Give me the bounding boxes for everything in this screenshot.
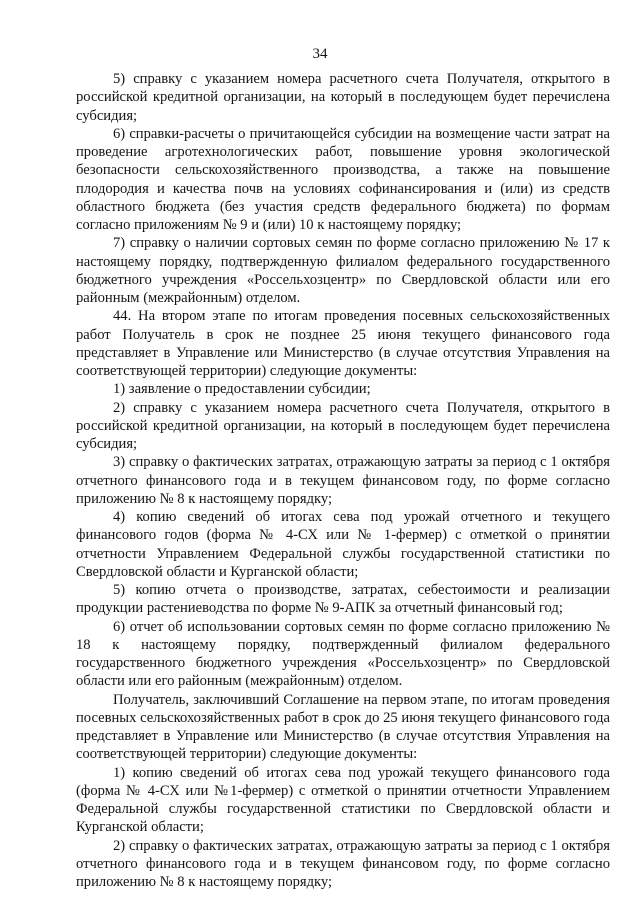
paragraph-stage2-item-1-application: 1) заявление о предоставлении субсидии;	[113, 381, 371, 398]
paragraph-stage2-item-2-bank-account: 2) справку с указанием номера расчетного счета Получателя, открытого в российской кредитной организации, на который в последующем будет перечислена субсидия;	[76, 399, 610, 452]
paragraph-section-44-second-stage: 44. На втором этапе по итогам проведения посевных сельскохозяйственных работ Получатель в срок не позднее 25 июня текущего финансового года представляет в Управление или Министерство (в случае отсутствия Управления на соответствующей территории) следующие документы:	[76, 308, 610, 379]
paragraph-stage2-item-6-seed-usage-report: 6) отчет об использовании сортовых семян по форме согласно приложению № 18 к настоящему порядку, подтвержденный филиалом федерального государственного бюджетного учреждения «Россельхозцентр» по Свердловской области или его районным (межрайонным) отделом.	[76, 618, 610, 690]
paragraph-item-5-bank-account: 5) справку с указанием номера расчетного счета Получателя, открытого в российской кредитной организации, на который в последующем будет перечислена субсидия;	[76, 71, 610, 124]
paragraph-first-stage-item-1-sowing-results: 1) копию сведений об итогах сева под урожай текущего финансового года (форма № 4-СХ или №1-фермер) с отметкой о принятии отчетности Управлением Федеральной службы государственной статистики по Свердловской области и Курганской области;	[76, 764, 610, 836]
paragraph-stage2-item-4-sowing-results: 4) копию сведений об итогах сева под урожай отчетного и текущего финансового годов (форма № 4-СХ или № 1-фермер) с отметкой о принятии отчетности Управлением Федеральной службы государственной статистики по Свердловской области и Курганской области;	[76, 509, 610, 580]
paragraph-item-6-subsidy-calculations: 6) справки-расчеты о причитающейся субсидии на возмещение части затрат на проведение агротехнологических работ, повышение уровня экологической безопасности сельскохозяйственного производства, а также на повышение плодородия и качества почв на условиях софинансирования и (или) из средств областного бюджета (без участия средств федерального бюджета) по формам согласно приложениям № 9 и (или) 10 к настоящему порядку;	[76, 125, 610, 233]
paragraph-recipient-first-stage: Получатель, заключивший Соглашение на первом этапе, по итогам проведения посевных сельскохозяйственных работ в срок до 25 июня текущего финансового года представляет в Управление или Министерство (в случае отсутствия Управления на соответствующей территории) следующие документы:	[76, 691, 610, 763]
paragraph-first-stage-item-2-actual-costs: 2) справку о фактических затратах, отражающую затраты за период с 1 октября отчетного финансового года и в текущем финансовом году, по форме согласно приложению № 8 к настоящему порядку;	[76, 837, 610, 890]
paragraph-item-7-seed-certificate: 7) справку о наличии сортовых семян по форме согласно приложению № 17 к настоящему порядку, подтвержденную филиалом федерального государственного бюджетного учреждения «Россельхозцентр» по Свердловской области или его районным (межрайонным) отделом.	[76, 235, 610, 306]
paragraph-stage2-item-3-actual-costs: 3) справку о фактических затратах, отражающую затраты за период с 1 октября отчетного финансового года и в текущем финансовом году, по форме согласно приложению № 8 к настоящему порядку;	[76, 454, 610, 507]
page-number: 34	[312, 46, 328, 62]
paragraph-stage2-item-5-production-report: 5) копию отчета о производстве, затратах, себестоимости и реализации продукции растениеводства по форме № 9-АПК за отчетный финансовый год;	[76, 582, 610, 617]
document-body	[76, 70, 610, 891]
